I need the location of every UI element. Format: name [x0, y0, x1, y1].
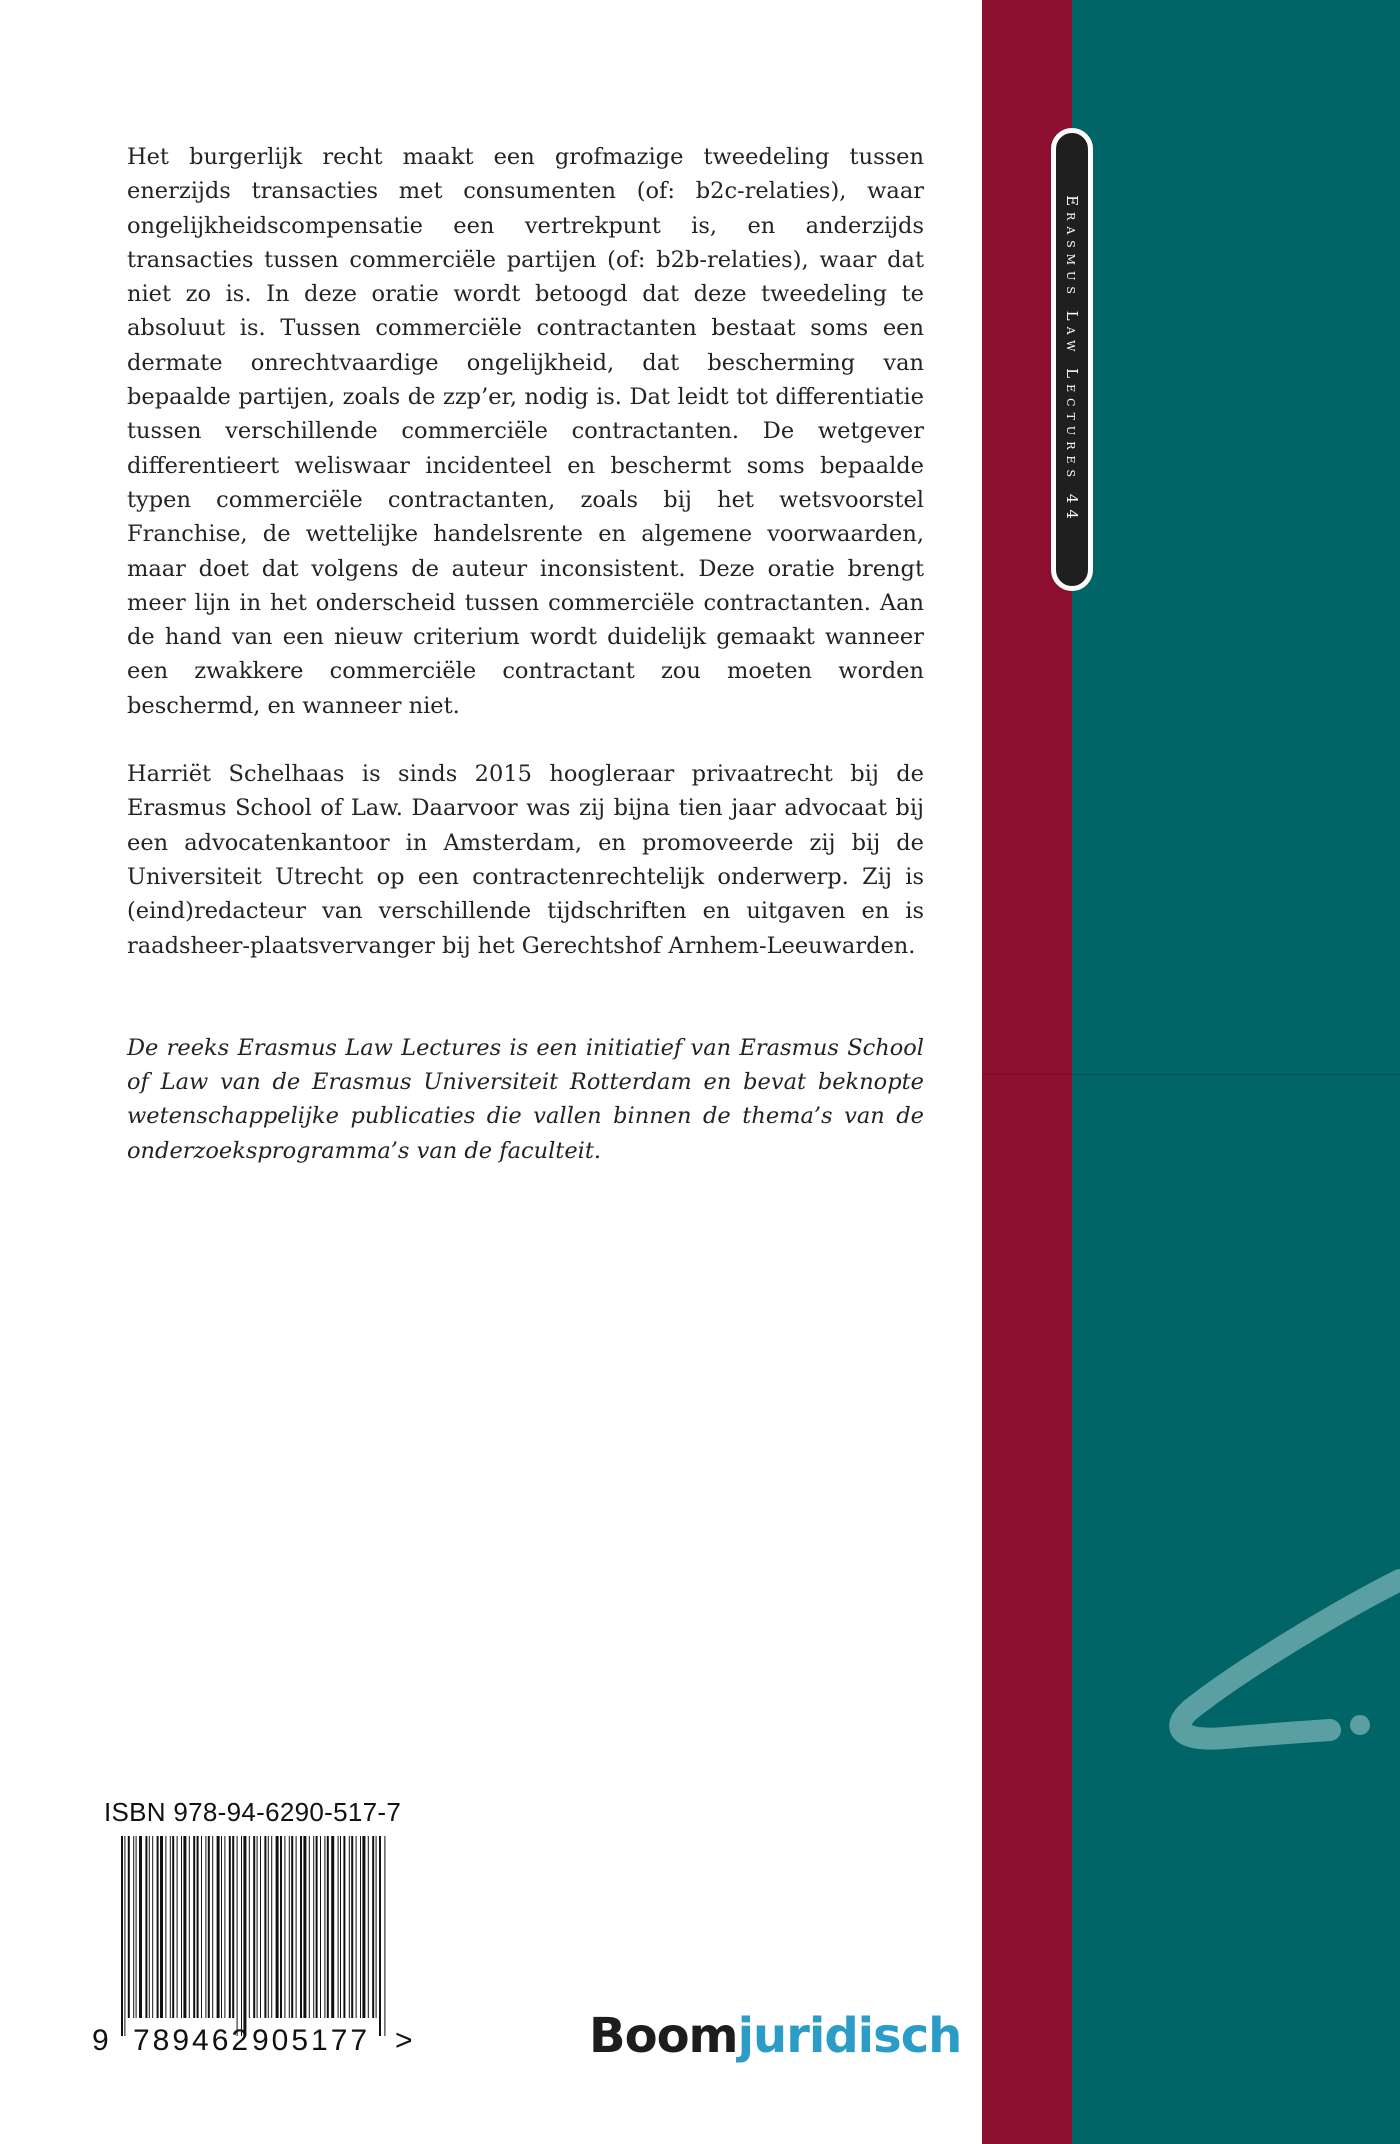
- barcode-lead-digit: 9: [92, 2024, 109, 2057]
- barcode-right-digits: 905177: [252, 2024, 371, 2057]
- series-label-tab: [1051, 128, 1093, 591]
- abstract-paragraph: Het burgerlijk recht maakt een grofmazige tweedeling tussen enerzijds transacties met consumenten (of: b2c-relaties), waar ongelijkheidscompensatie een vertrekpunt is, en anderzijds transacties tussen commerciële partijen (of: b2b-relaties), waar dat niet zo is. In deze oratie wordt betoogd dat deze tweedeling te absoluut is. Tussen commerciële contractanten bestaat soms een dermate onrechtvaardige ongelijkheid, dat bescherming van bepaalde partijen, zoals de zzp’er, nodig is. Dat leidt tot differentiatie tussen verschillende commerciële contractanten. De wetgever differentieert weliswaar incidenteel en beschermt soms bepaalde typen commerciële contractanten, zoals bij het wetsvoorstel Franchise, de wettelijke handelsrente en algemene voorwaarden, maar doet dat volgens de auteur inconsistent. Deze oratie brengt meer lijn in het onderscheid tussen commerciële contractanten. Aan de hand van een nieuw criterium wordt duidelijk gemaakt wanneer een zwakkere commerciële contractant zou moeten worden beschermd, en wanneer niet.: [127, 144, 924, 719]
- swoosh-logo-icon: [1130, 1560, 1400, 1760]
- author-bio-paragraph: Harriët Schelhaas is sinds 2015 hoogleraar privaatrecht bij de Erasmus School of Law. Daarvoor was zij bijna tien jaar advocaat bij een advocatenkantoor in Amsterdam, en promoveerde zij bij de Universiteit Utrecht op een contractenrechtelijk onderwerp. Zij is (eind)redacteur van verschillende tijdschriften en uitgaven en is raadsheer-plaatsvervanger bij het Gerechtshof Arnhem-Leeuwarden.: [127, 761, 924, 959]
- series-note-paragraph: De reeks Erasmus Law Lectures is een initiatief van Erasmus School of Law van de Erasmus Universiteit Rotterdam en bevat beknopte wetenschappelijke publicaties die vallen binnen de thema’s van de onderzoeksprogramma’s van de faculteit.: [127, 1034, 924, 1164]
- publisher-logo: [589, 2008, 961, 2064]
- cover-teal-band: [1072, 0, 1400, 2144]
- cover-seam-line: [982, 1074, 1400, 1075]
- publisher-name-boom: Boom: [589, 2008, 738, 2064]
- series-label: Erasmus Law Lectures 44: [1063, 194, 1081, 525]
- barcode-icon: [119, 1836, 389, 2036]
- barcode-left-digits: 789462: [133, 2024, 252, 2057]
- back-cover-text: [127, 140, 924, 1168]
- barcode-end-marker: >: [395, 2024, 413, 2057]
- isbn-label: ISBN 978-94-6290-517-7: [104, 1797, 402, 1827]
- publisher-name-juridisch: juridisch: [737, 2008, 962, 2064]
